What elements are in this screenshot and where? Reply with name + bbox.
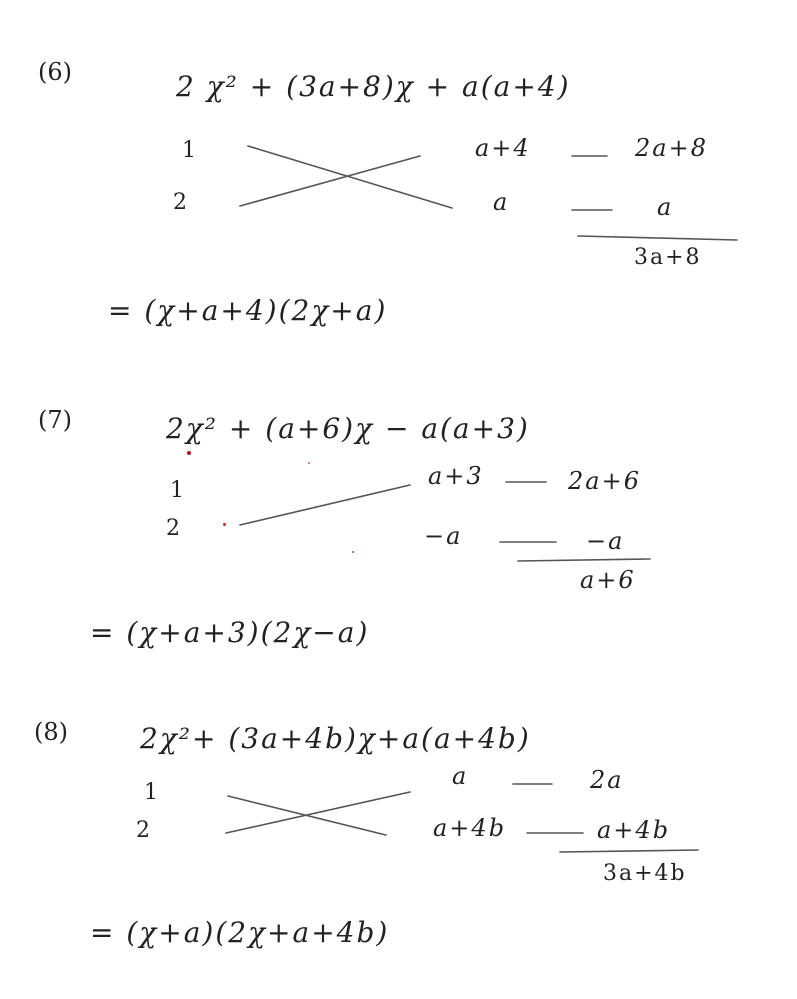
coefficient-left-bottom: 2: [173, 190, 189, 215]
cross-line-6b: [240, 156, 420, 206]
problem-expression: 2 χ² + (3a+8)χ + a(a+4): [176, 70, 571, 103]
ink-speck: [223, 523, 226, 526]
ink-speck: [308, 462, 310, 464]
factor-right-top: a: [452, 762, 469, 790]
product-sum: 3a+8: [634, 245, 702, 270]
sum-bar-8: [560, 850, 698, 852]
coefficient-left-bottom: 2: [136, 818, 152, 843]
result-line: = (χ+a+4)(2χ+a): [108, 294, 388, 327]
cross-line-7: [240, 485, 410, 525]
product-bottom: −a: [586, 527, 625, 555]
coefficient-left-top: 1: [182, 138, 198, 163]
product-top: 2a+8: [635, 134, 708, 162]
result-line: = (χ+a)(2χ+a+4b): [90, 916, 390, 949]
sum-bar-6: [578, 236, 737, 240]
cross-line-8b: [226, 792, 410, 833]
factor-right-bottom: a+4b: [433, 814, 507, 842]
product-sum: a+6: [580, 566, 636, 594]
problem-number: (7): [38, 406, 72, 434]
cross-line-6a: [248, 146, 452, 208]
problem-number: (6): [38, 58, 72, 86]
problem-expression: 2χ² + (a+6)χ − a(a+3): [166, 412, 530, 445]
product-bottom: a+4b: [597, 816, 671, 844]
result-line: = (χ+a+3)(2χ−a): [90, 616, 370, 649]
factor-right-bottom: a: [493, 188, 510, 216]
factor-right-bottom: −a: [424, 522, 463, 550]
product-sum: 3a+4b: [603, 861, 687, 886]
factor-right-top: a+3: [428, 462, 484, 490]
ink-speck: [352, 551, 354, 553]
ink-speck: [187, 451, 191, 455]
coefficient-left-bottom: 2: [166, 516, 182, 541]
problem-expression: 2χ²+ (3a+4b)χ+a(a+4b): [140, 722, 531, 755]
product-bottom: a: [657, 193, 674, 221]
factor-right-top: a+4: [475, 134, 531, 162]
product-top: 2a: [590, 766, 624, 794]
coefficient-left-top: 1: [144, 780, 160, 805]
sum-bar-7: [518, 559, 650, 561]
coefficient-left-top: 1: [170, 478, 186, 503]
product-top: 2a+6: [568, 467, 641, 495]
problem-number: (8): [34, 718, 68, 746]
